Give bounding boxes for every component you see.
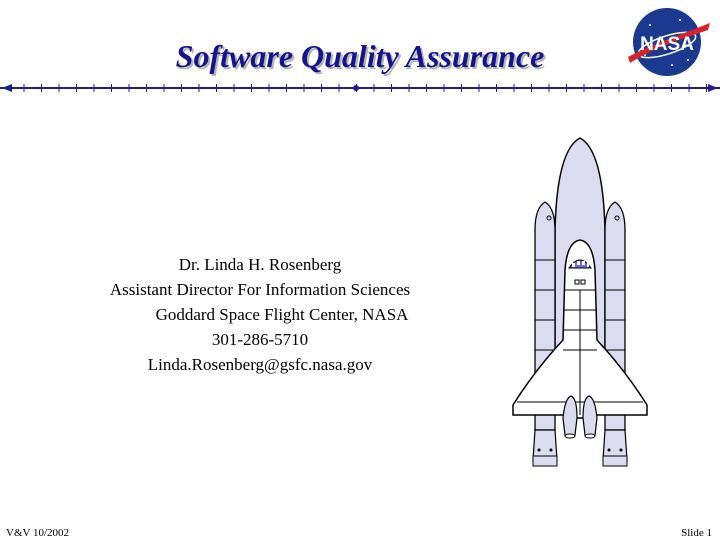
author-email: Linda.Rosenberg@gsfc.nasa.gov xyxy=(147,355,373,374)
author-phone: 301-286-5710 xyxy=(211,330,309,349)
title-underline xyxy=(0,80,720,96)
author-position: Assistant Director For Information Sciences xyxy=(109,280,411,299)
logo-wordmark: NASA xyxy=(640,34,694,55)
slide-title: Software Quality Assurance xyxy=(175,38,545,74)
presenter-info xyxy=(60,252,460,377)
nasa-logo xyxy=(620,5,714,79)
slide-number: Slide 1 xyxy=(681,527,712,539)
footer-date: V&V 10/2002 xyxy=(6,527,70,539)
space-shuttle-illustration xyxy=(505,130,655,480)
author-name: Dr. Linda H. Rosenberg xyxy=(178,255,342,274)
author-organization: Goddard Space Flight Center, NASA xyxy=(155,305,409,324)
